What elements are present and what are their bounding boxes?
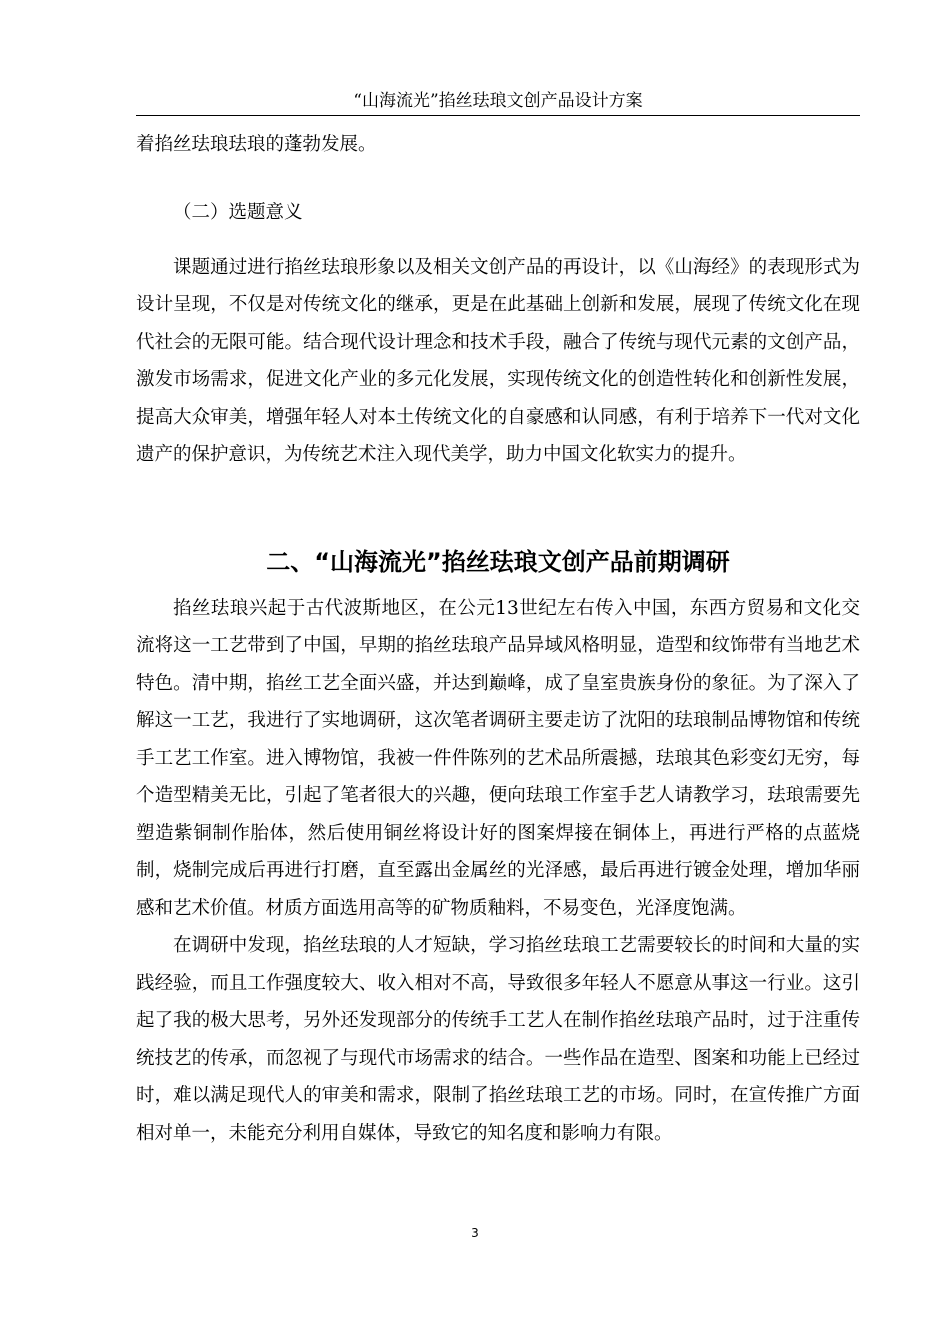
subsection-heading <box>136 201 860 225</box>
spacer <box>136 474 860 544</box>
subsection-paragraph: 课题通过进行掐丝珐琅形象以及相关文创产品的再设计，以《山海经》的表现形式为设计呈现，不仅是对传统文化的继承，更是在此基础上创新和发展，展现了传统文化在现代社会的无限可能。结合现代设计理念和技术手段，融合了传统与现代元素的文创产品，激发市场需求，促进文化产业的多元化发展，实现传统文化的创造性转化和创新性发展，提高大众审美，增强年轻人对本土传统文化的自豪感和认同感，有利于培养下一代对文化遗产的保护意识，为传统艺术注入现代美学，助力中国文化软实力的提升。 <box>136 256 860 465</box>
section-paragraph-2: 在调研中发现，掐丝珐琅的人才短缺，学习掐丝珐琅工艺需要较长的时间和大量的实践经验，而且工作强度较大、收入相对不高，导致很多年轻人不愿意从事这一行业。这引起了我的极大思考，另外还发现部分的传统手工艺人在制作掐丝珐琅产品时，过于注重传统技艺的传承，而忽视了与现代市场需求的结合。一些作品在造型、图案和功能上已经过时，难以满足现代人的审美和需求，限制了掐丝珐琅工艺的市场。同时，在宣传推广方面相对单一，未能充分利用自媒体，导致它的知名度和影响力有限。 <box>136 935 860 1144</box>
page-body <box>136 126 860 1152</box>
section-paragraph-1: 掐丝珐琅兴起于古代波斯地区，在公元13世纪左右传入中国，东西方贸易和文化交流将这一工艺带到了中国，早期的掐丝珐琅产品异域风格明显，造型和纹饰带有当地艺术特色。清中期，掐丝工艺全面兴盛，并达到巅峰，成了皇室贵族身份的象征。为了深入了解这一工艺，我进行了实地调研，这次笔者调研主要走访了沈阳的珐琅制品博物馆和传统手工艺工作室。进入博物馆，我被一件件陈列的艺术品所震撼，珐琅其色彩变幻无穷，每个造型精美无比，引起了笔者很大的兴趣，便向珐琅工作室手艺人请教学习，珐琅需要先塑造紫铜制作胎体，然后使用铜丝将设计好的图案焊接在铜体上，再进行严格的点蓝烧制，烧制完成后再进行打磨，直至露出金属丝的光泽感，最后再进行镀金处理，增加华丽感和艺术价值。材质方面选用高等的矿物质釉料，不易变色，光泽度饱满。 <box>136 597 860 919</box>
page-number: 3 <box>471 1226 479 1240</box>
intro-line: 着掐丝珐琅珐琅的蓬勃发展。 <box>136 134 377 155</box>
section-heading: 二、“山海流光”掐丝珐琅文创产品前期调研 <box>266 547 730 576</box>
header-title: “山海流光”掐丝珐琅文创产品设计方案 <box>353 91 643 111</box>
page-header <box>136 88 860 116</box>
subsection-title: （二）选题意义 <box>173 201 303 223</box>
